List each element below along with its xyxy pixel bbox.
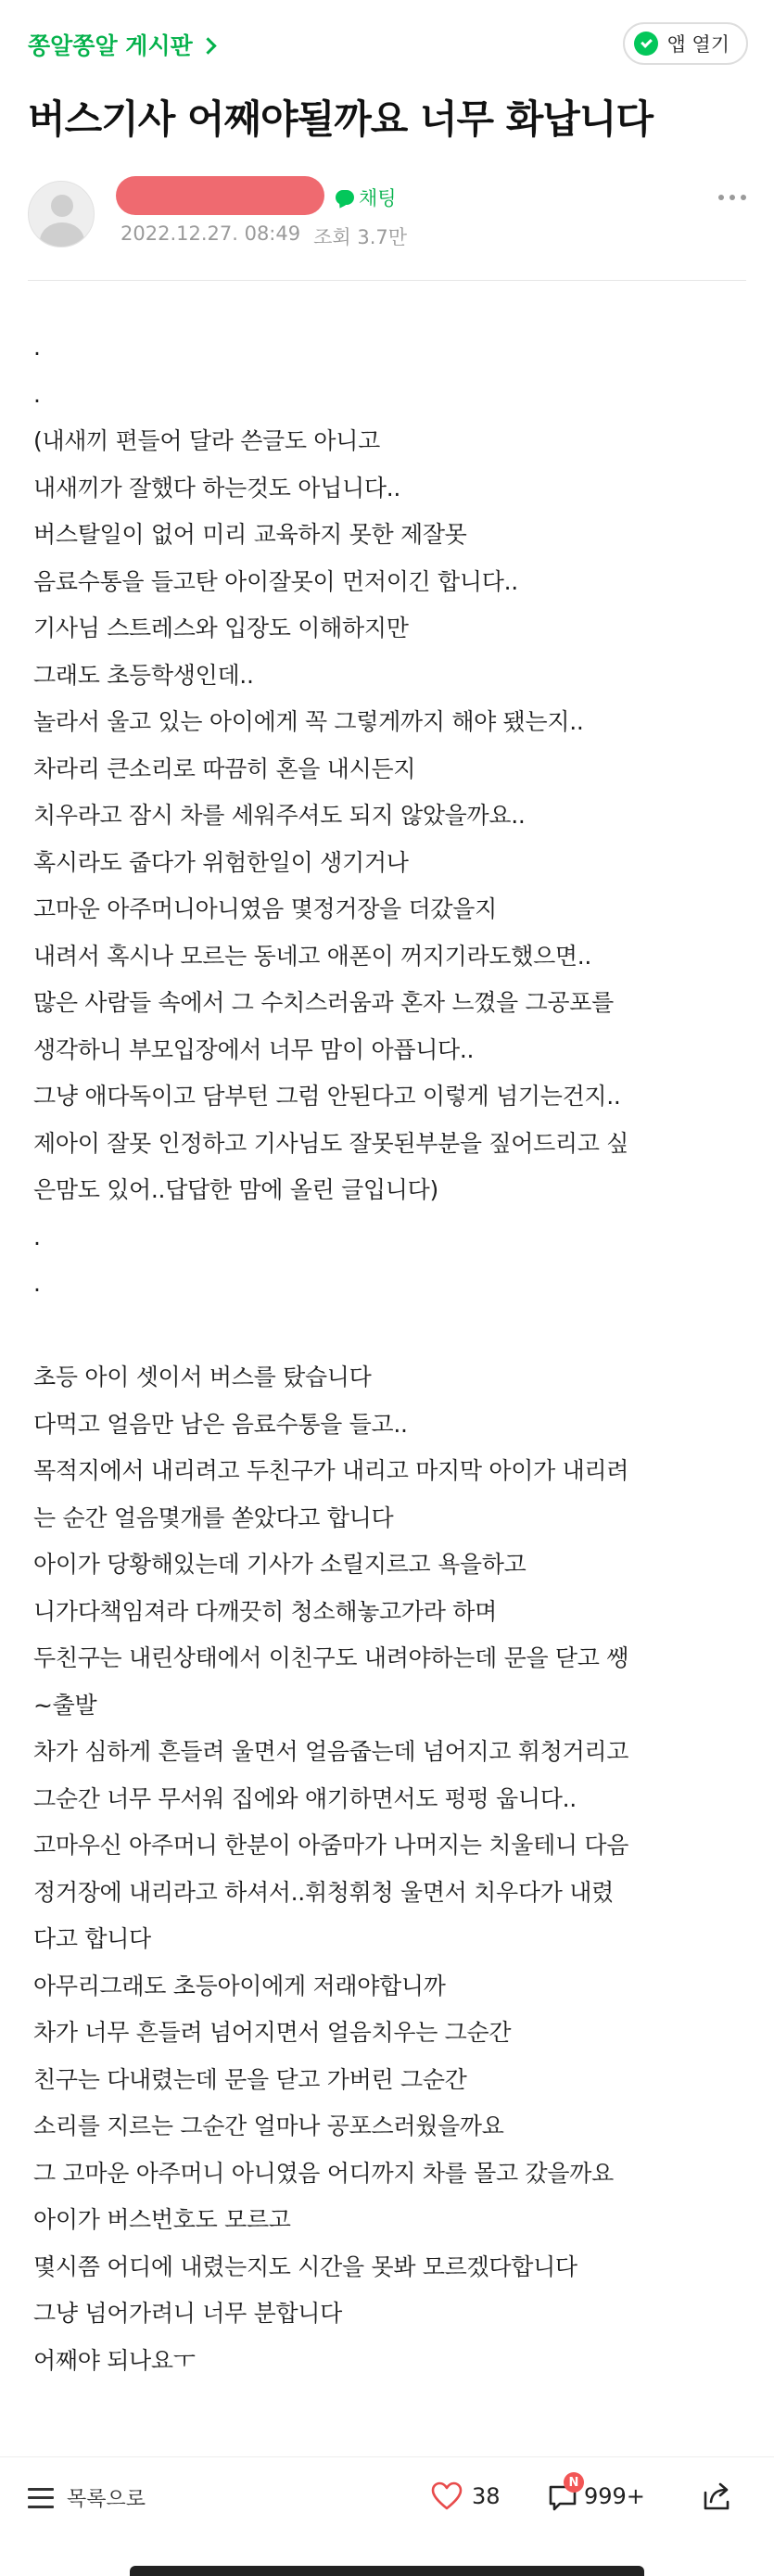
chevron-right-icon (199, 37, 216, 54)
content-line: 기사님 스트레스와 입장도 이해하지만 (33, 615, 409, 641)
post-content (33, 324, 756, 2384)
open-app-button[interactable] (623, 22, 748, 65)
back-to-list-label: 목록으로 (67, 2488, 146, 2511)
content-line: ~출발 (33, 1691, 97, 1719)
like-button[interactable] (431, 2481, 501, 2511)
cafe-board-link-label: 쫑알쫑알 게시판 (28, 32, 193, 59)
content-line: (내새끼 편들어 달라 쓴글도 아니고 (33, 427, 380, 454)
app-logo-icon (634, 32, 658, 56)
content-line: 혹시라도 줍다가 위험한일이 생기거나 (33, 848, 409, 876)
content-line: 음료수통을 들고탄 아이잘못이 먼저이긴 합니다.. (33, 567, 518, 595)
content-line: 차라리 큰소리로 따끔히 혼을 내시든지 (33, 755, 416, 782)
content-line: 그냥 애다독이고 담부턴 그럼 안된다고 이렇게 넘기는건지.. (33, 1083, 621, 1110)
content-line: 목적지에서 내리려고 두친구가 내리고 마지막 아이가 내리려 (33, 1457, 629, 1484)
chat-label: 채팅 (359, 187, 397, 209)
content-line: 몇시쯤 어디에 내렸는지도 시간을 못봐 모르겠다합니다 (33, 2252, 577, 2280)
content-line: . (33, 334, 41, 361)
list-icon (28, 2488, 54, 2508)
more-options-icon[interactable] (718, 195, 746, 200)
author-info (28, 176, 746, 269)
content-line: 내려서 혹시나 모르는 동네고 애폰이 꺼지기라도했으면.. (33, 942, 592, 970)
top-bar (0, 0, 774, 89)
content-line: 아이가 당황해있는데 기사가 소릴지르고 욕을하고 (33, 1551, 527, 1578)
cafe-board-link[interactable] (28, 28, 214, 61)
comment-count: 999+ (584, 2483, 645, 2509)
post-meta (121, 222, 407, 250)
content-line: 두친구는 내린상태에서 이친구도 내려야하는데 문을 닫고 쌩 (33, 1644, 629, 1671)
comment-icon (547, 2475, 579, 2511)
post-views: 조회 3.7만 (313, 226, 408, 248)
content-line: 놀라서 울고 있는 아이에게 꼭 그렇게까지 해야 됐는지.. (33, 708, 584, 735)
content-line: 제아이 잘못 인정하고 기사님도 잘못된부분을 짚어드리고 싶 (33, 1129, 629, 1157)
content-line: 차가 너무 흔들려 넘어지면서 얼음치우는 그순간 (33, 2019, 512, 2046)
content-line: 니가다책임져라 다깨끗히 청소해놓고가라 하며 (33, 1597, 497, 1625)
post-date: 2022.12.27. 08:49 (121, 222, 301, 245)
new-comment-badge: N (564, 2472, 584, 2493)
content-line: 그냥 넘어가려니 너무 분합니다 (33, 2300, 342, 2327)
content-line: 다고 합니다 (33, 1925, 151, 1952)
divider (28, 280, 746, 281)
content-line: 그 고마운 아주머니 아니였음 어디까지 차를 몰고 갔을까요 (33, 2159, 614, 2187)
content-line: 차가 심하게 흔들려 울면서 얼음줍는데 넘어지고 휘청거리고 (33, 1738, 629, 1765)
chat-bubble-icon (336, 190, 354, 205)
heart-icon (431, 2481, 463, 2511)
content-line: 초등 아이 셋이서 버스를 탔습니다 (33, 1364, 372, 1390)
bottom-bar (0, 2456, 774, 2540)
content-line: 아무리그래도 초등아이에게 저래야합니까 (33, 1972, 446, 1999)
content-line: 고마운 아주머니아니였음 몇정거장을 더갔을지 (33, 895, 497, 922)
back-to-list-button[interactable] (28, 2483, 146, 2512)
comment-button[interactable] (547, 2475, 645, 2511)
home-indicator (130, 2566, 644, 2576)
post-title: 버스기사 어째야될까요 너무 화납니다 (28, 96, 653, 142)
content-line: 치우라고 잠시 차를 세워주셔도 되지 않았을까요.. (33, 802, 526, 829)
share-icon[interactable] (700, 2480, 735, 2513)
open-app-label: 앱 열기 (666, 33, 730, 56)
chat-link[interactable] (336, 184, 397, 211)
content-line: 고마우신 아주머니 한분이 아줌마가 나머지는 치울테니 다음 (33, 1832, 629, 1859)
like-count: 38 (472, 2483, 501, 2509)
content-line: 많은 사람들 속에서 그 수치스러움과 혼자 느꼈을 그공포를 (33, 989, 614, 1016)
content-line: 내새끼가 잘했다 하는것도 아닙니다.. (33, 474, 400, 501)
content-line: . (33, 1270, 41, 1297)
content-line: 그순간 너무 무서워 집에와 얘기하면서도 펑펑 웁니다.. (33, 1784, 577, 1812)
content-line: 버스탈일이 없어 미리 교육하지 못한 제잘못 (33, 521, 467, 548)
content-line: 정거장에 내리라고 하셔서..휘청휘청 울면서 치우다가 내렸 (33, 1878, 614, 1906)
content-line: 소리를 지르는 그순간 얼마나 공포스러웠을까요 (33, 2113, 504, 2139)
content-line: 아이가 버스번호도 모르고 (33, 2206, 291, 2233)
content-line: . (33, 380, 41, 408)
content-line: 친구는 다내렸는데 문을 닫고 가버린 그순간 (33, 2065, 467, 2093)
content-line: 은맘도 있어..답답한 맘에 올린 글입니다) (33, 1176, 438, 1203)
content-line: 생각하니 부모입장에서 너무 맘이 아픕니다.. (33, 1035, 475, 1063)
content-line: 어째야 되나요ㅜ (33, 2346, 196, 2374)
content-line: 다먹고 얼음만 남은 음료수통을 들고.. (33, 1410, 408, 1438)
redacted-nickname (116, 176, 324, 215)
avatar[interactable] (28, 181, 95, 247)
content-line: . (33, 1223, 41, 1250)
content-line: 그래도 초등학생인데.. (33, 661, 254, 689)
content-line (33, 1308, 756, 1355)
content-line: 는 순간 얼음몇개를 쏟았다고 합니다 (33, 1504, 394, 1531)
